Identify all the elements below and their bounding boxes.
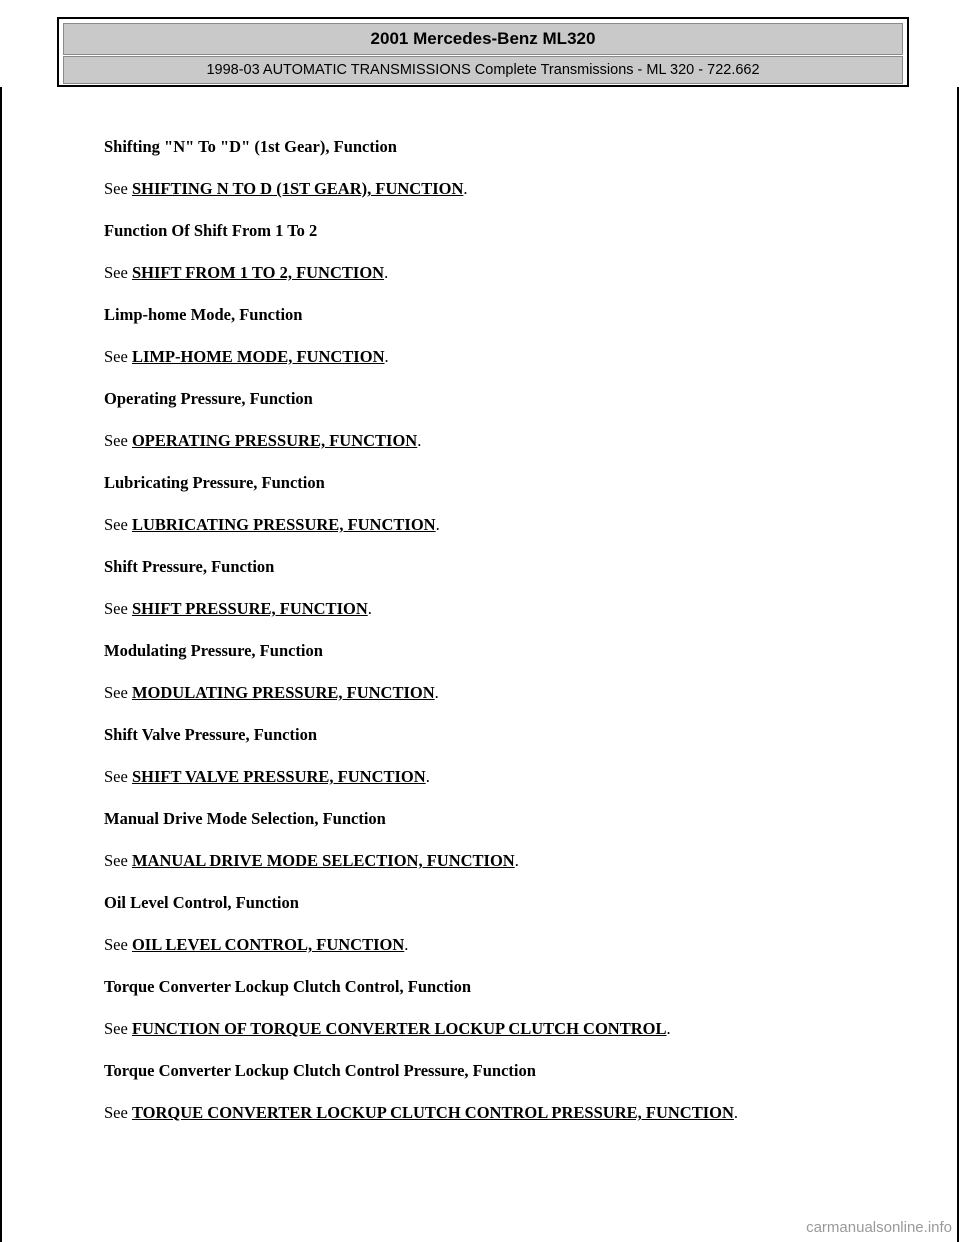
section-heading: Shifting "N" To "D" (1st Gear), Function bbox=[104, 137, 397, 156]
right-border bbox=[957, 87, 959, 1242]
period: . bbox=[514, 851, 519, 870]
section-item bbox=[104, 134, 934, 218]
section-item bbox=[104, 806, 934, 890]
see-prefix: See bbox=[104, 179, 132, 198]
see-reference bbox=[104, 176, 934, 202]
section-item bbox=[104, 974, 934, 1058]
reference-link[interactable]: MODULATING PRESSURE, FUNCTION bbox=[131, 683, 435, 702]
left-border bbox=[0, 87, 2, 1242]
section-item bbox=[104, 554, 934, 638]
section-heading: Function Of Shift From 1 To 2 bbox=[104, 221, 318, 240]
period: . bbox=[435, 515, 440, 534]
section-heading: Manual Drive Mode Selection, Function bbox=[104, 809, 386, 828]
reference-link[interactable]: LUBRICATING PRESSURE, FUNCTION bbox=[131, 515, 436, 534]
section-heading: Oil Level Control, Function bbox=[104, 893, 299, 912]
see-reference bbox=[104, 680, 934, 706]
section-item bbox=[104, 386, 934, 470]
document-header bbox=[57, 17, 909, 87]
section-heading: Limp-home Mode, Function bbox=[104, 305, 303, 324]
see-prefix: See bbox=[104, 935, 132, 954]
see-prefix: See bbox=[104, 1019, 132, 1038]
see-prefix: See bbox=[104, 683, 132, 702]
period: . bbox=[384, 347, 389, 366]
see-reference bbox=[104, 344, 934, 370]
section-item bbox=[104, 218, 934, 302]
see-reference bbox=[104, 1016, 934, 1042]
see-reference bbox=[104, 428, 934, 454]
period: . bbox=[367, 599, 372, 618]
reference-link[interactable]: OPERATING PRESSURE, FUNCTION bbox=[131, 431, 418, 450]
reference-link[interactable]: FUNCTION OF TORQUE CONVERTER LOCKUP CLUTCH CONTROL bbox=[131, 1019, 667, 1038]
section-heading: Operating Pressure, Function bbox=[104, 389, 313, 408]
reference-link[interactable]: SHIFT VALVE PRESSURE, FUNCTION bbox=[131, 767, 426, 786]
see-prefix: See bbox=[104, 431, 132, 450]
see-prefix: See bbox=[104, 515, 132, 534]
see-prefix: See bbox=[104, 263, 132, 282]
section-item bbox=[104, 470, 934, 554]
see-reference bbox=[104, 512, 934, 538]
section-item bbox=[104, 1058, 934, 1142]
see-reference bbox=[104, 596, 934, 622]
section-heading: Torque Converter Lockup Clutch Control Pressure, Function bbox=[104, 1061, 536, 1080]
see-reference bbox=[104, 932, 934, 958]
period: . bbox=[463, 179, 468, 198]
section-item bbox=[104, 638, 934, 722]
section-heading: Modulating Pressure, Function bbox=[104, 641, 323, 660]
period: . bbox=[666, 1019, 671, 1038]
period: . bbox=[733, 1103, 738, 1122]
watermark: carmanualsonline.info bbox=[806, 1219, 952, 1236]
section-item bbox=[104, 890, 934, 974]
period: . bbox=[404, 935, 409, 954]
see-reference bbox=[104, 764, 934, 790]
section-heading: Shift Valve Pressure, Function bbox=[104, 725, 317, 744]
period: . bbox=[425, 767, 430, 786]
section-heading: Torque Converter Lockup Clutch Control, Function bbox=[104, 977, 472, 996]
see-reference bbox=[104, 260, 934, 286]
document-subtitle: 1998-03 AUTOMATIC TRANSMISSIONS Complete Transmissions - ML 320 - 722.662 bbox=[63, 56, 903, 84]
reference-link[interactable]: MANUAL DRIVE MODE SELECTION, FUNCTION bbox=[131, 851, 515, 870]
reference-link[interactable]: SHIFT FROM 1 TO 2, FUNCTION bbox=[131, 263, 385, 282]
see-prefix: See bbox=[104, 599, 132, 618]
see-reference bbox=[104, 1100, 934, 1126]
period: . bbox=[417, 431, 422, 450]
reference-link[interactable]: TORQUE CONVERTER LOCKUP CLUTCH CONTROL PRESSURE, FUNCTION bbox=[131, 1103, 734, 1122]
see-prefix: See bbox=[104, 1103, 132, 1122]
reference-link[interactable]: SHIFT PRESSURE, FUNCTION bbox=[131, 599, 368, 618]
reference-link[interactable]: OIL LEVEL CONTROL, FUNCTION bbox=[131, 935, 405, 954]
section-item bbox=[104, 302, 934, 386]
section-heading: Shift Pressure, Function bbox=[104, 557, 275, 576]
see-reference bbox=[104, 848, 934, 874]
see-prefix: See bbox=[104, 347, 132, 366]
document-body bbox=[104, 134, 934, 1142]
period: . bbox=[384, 263, 389, 282]
period: . bbox=[434, 683, 439, 702]
section-item bbox=[104, 722, 934, 806]
document-title: 2001 Mercedes-Benz ML320 bbox=[63, 23, 903, 55]
see-prefix: See bbox=[104, 767, 132, 786]
reference-link[interactable]: LIMP-HOME MODE, FUNCTION bbox=[131, 347, 385, 366]
section-heading: Lubricating Pressure, Function bbox=[104, 473, 325, 492]
reference-link[interactable]: SHIFTING N TO D (1ST GEAR), FUNCTION bbox=[131, 179, 464, 198]
see-prefix: See bbox=[104, 851, 132, 870]
